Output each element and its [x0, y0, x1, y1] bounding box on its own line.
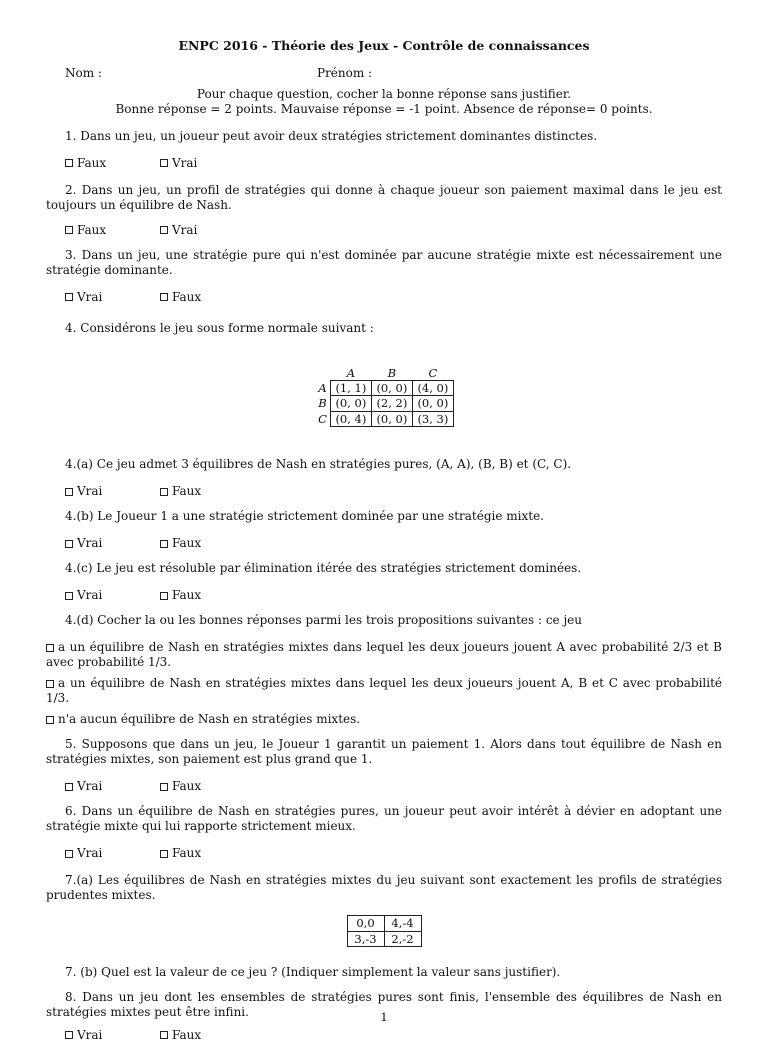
checkbox-icon[interactable] [65, 783, 73, 791]
instruction-line-2: Bonne réponse = 2 points. Mauvaise réponse = -1 point. Absence de réponse= 0 points. [115, 101, 653, 116]
page-number: 1 [380, 1010, 388, 1024]
q4b-option-vrai[interactable]: Vrai [65, 536, 160, 551]
checkbox-icon[interactable] [65, 850, 73, 858]
row-header: C [318, 411, 327, 426]
q4d-option-3[interactable]: n'a aucun équilibre de Nash en stratégies mixtes. [46, 712, 722, 727]
row-header: B [318, 396, 327, 411]
checkbox-icon[interactable] [160, 488, 168, 496]
game-matrix-q7-wrap [46, 915, 722, 947]
checkbox-icon[interactable] [160, 159, 168, 167]
answers-q4a [65, 484, 722, 499]
checkbox-icon[interactable] [65, 159, 73, 167]
q4c-option-vrai[interactable]: Vrai [65, 588, 160, 603]
answers-q4c [65, 588, 722, 603]
checkbox-icon[interactable] [160, 783, 168, 791]
matrix-cell: (0, 0) [371, 411, 412, 426]
matrix-row [347, 931, 421, 946]
checkbox-icon[interactable] [160, 1031, 168, 1039]
matrix-cell: (3, 3) [412, 411, 453, 426]
q6-option-faux[interactable]: Faux [160, 846, 255, 861]
question-7a: 7.(a) Les équilibres de Nash en stratégies mixtes du jeu suivant sont exactement les profils de stratégies prudentes mixtes. [46, 873, 722, 903]
game-matrix-q4-wrap [46, 366, 722, 428]
q4c-option-faux[interactable]: Faux [160, 588, 255, 603]
answers-q3 [65, 290, 722, 305]
question-4a: 4.(a) Ce jeu admet 3 équilibres de Nash en stratégies pures, (A, A), (B, B) et (C, C). [65, 457, 572, 472]
question-6: 6. Dans un équilibre de Nash en stratégies pures, un joueur peut avoir intérêt à dévier en adoptant une stratégie mixte qui lui rapporte strictement mieux. [46, 804, 722, 834]
name-row [65, 66, 722, 81]
question-1: 1. Dans un jeu, un joueur peut avoir deux stratégies strictement dominantes distinctes. [65, 128, 598, 143]
question-8: 8. Dans un jeu dont les ensembles de stratégies pures sont finis, l'ensemble des équilibres de Nash en stratégies mixtes peut être infini. [46, 989, 722, 1019]
checkbox-icon[interactable] [160, 592, 168, 600]
checkbox-icon[interactable] [65, 540, 73, 548]
question-2: 2. Dans un jeu, un profil de stratégies qui donne à chaque joueur son paiement maximal dans le jeu est toujours un équilibre de Nash. [46, 182, 722, 212]
checkbox-icon[interactable] [65, 293, 73, 301]
matrix-cell: 0,0 [347, 916, 384, 931]
q2-option-vrai[interactable]: Vrai [160, 223, 255, 238]
checkbox-icon[interactable] [160, 850, 168, 858]
checkbox-icon[interactable] [65, 226, 73, 234]
matrix-cell: (0, 0) [330, 396, 371, 411]
checkbox-icon[interactable] [65, 592, 73, 600]
checkbox-icon[interactable] [160, 293, 168, 301]
col-header: B [387, 365, 397, 380]
checkbox-icon[interactable] [65, 488, 73, 496]
answers-q2 [65, 223, 722, 238]
row-header: A [318, 381, 327, 395]
question-4c: 4.(c) Le jeu est résoluble par élimination itérée des stratégies strictement dominées. [65, 561, 582, 576]
answers-q1 [65, 156, 722, 171]
q4d-option-1[interactable]: a un équilibre de Nash en stratégies mixtes dans lequel les deux joueurs jouent A avec probabilité 2/3 et B avec probabilité 1/3. [46, 640, 722, 670]
game-matrix-q7 [347, 915, 422, 947]
q1-option-faux[interactable]: Faux [65, 156, 160, 171]
matrix-cell: (0, 0) [371, 381, 412, 396]
checkbox-icon[interactable] [65, 1031, 73, 1039]
q4b-option-faux[interactable]: Faux [160, 536, 255, 551]
question-4b: 4.(b) Le Joueur 1 a une stratégie strictement dominée par une stratégie mixte. [65, 509, 544, 524]
answers-q4b [65, 536, 722, 551]
col-header: C [428, 365, 438, 380]
q8-option-vrai[interactable]: Vrai [65, 1028, 160, 1043]
answers-q6 [65, 846, 722, 861]
q3-option-faux[interactable]: Faux [160, 290, 255, 305]
matrix-row [314, 411, 453, 426]
question-7b: 7. (b) Quel est la valeur de ce jeu ? (Indiquer simplement la valeur sans justifier). [65, 964, 561, 979]
nom-label: Nom : [65, 65, 102, 80]
matrix-cell: (0, 0) [412, 396, 453, 411]
q4a-option-faux[interactable]: Faux [160, 484, 255, 499]
q4d-option-2[interactable]: a un équilibre de Nash en stratégies mixtes dans lequel les deux joueurs jouent A, B et C avec probabilité 1/3. [46, 676, 722, 706]
matrix-cell: (4, 0) [412, 381, 453, 396]
checkbox-icon[interactable] [46, 680, 54, 688]
matrix-cell: (2, 2) [371, 396, 412, 411]
matrix-row [347, 916, 421, 931]
prenom-label: Prénom : [317, 65, 373, 80]
matrix-row [314, 381, 453, 396]
page-title: ENPC 2016 - Théorie des Jeux - Contrôle de connaissances [178, 38, 590, 53]
answers-q8 [65, 1028, 722, 1043]
checkbox-icon[interactable] [160, 540, 168, 548]
q5-option-faux[interactable]: Faux [160, 779, 255, 794]
matrix-cell: 3,-3 [347, 931, 384, 946]
matrix-cell: (0, 4) [330, 411, 371, 426]
instruction-line-1: Pour chaque question, cocher la bonne réponse sans justifier. [196, 86, 572, 101]
question-5: 5. Supposons que dans un jeu, le Joueur 1 garantit un paiement 1. Alors dans tout équilibre de Nash en stratégies mixtes, son paiement est plus grand que 1. [46, 737, 722, 767]
question-4: 4. Considérons le jeu sous forme normale suivant : [65, 320, 374, 335]
game-matrix-q4 [314, 366, 454, 428]
checkbox-icon[interactable] [160, 226, 168, 234]
checkbox-icon[interactable] [46, 716, 54, 724]
matrix-cell: 2,-2 [384, 931, 421, 946]
checkbox-icon[interactable] [46, 644, 54, 652]
matrix-cell: 4,-4 [384, 916, 421, 931]
q1-option-vrai[interactable]: Vrai [160, 156, 255, 171]
answers-q5 [65, 779, 722, 794]
q3-option-vrai[interactable]: Vrai [65, 290, 160, 305]
q8-option-faux[interactable]: Faux [160, 1028, 255, 1043]
col-header: A [346, 365, 356, 380]
question-4d: 4.(d) Cocher la ou les bonnes réponses parmi les trois propositions suivantes : ce jeu [65, 613, 583, 628]
q5-option-vrai[interactable]: Vrai [65, 779, 160, 794]
question-3: 3. Dans un jeu, une stratégie pure qui n'est dominée par aucune stratégie mixte est nécessairement une stratégie dominante. [46, 247, 722, 277]
q6-option-vrai[interactable]: Vrai [65, 846, 160, 861]
matrix-row [314, 396, 453, 411]
matrix-cell: (1, 1) [330, 381, 371, 396]
q4a-option-vrai[interactable]: Vrai [65, 484, 160, 499]
q2-option-faux[interactable]: Faux [65, 223, 160, 238]
